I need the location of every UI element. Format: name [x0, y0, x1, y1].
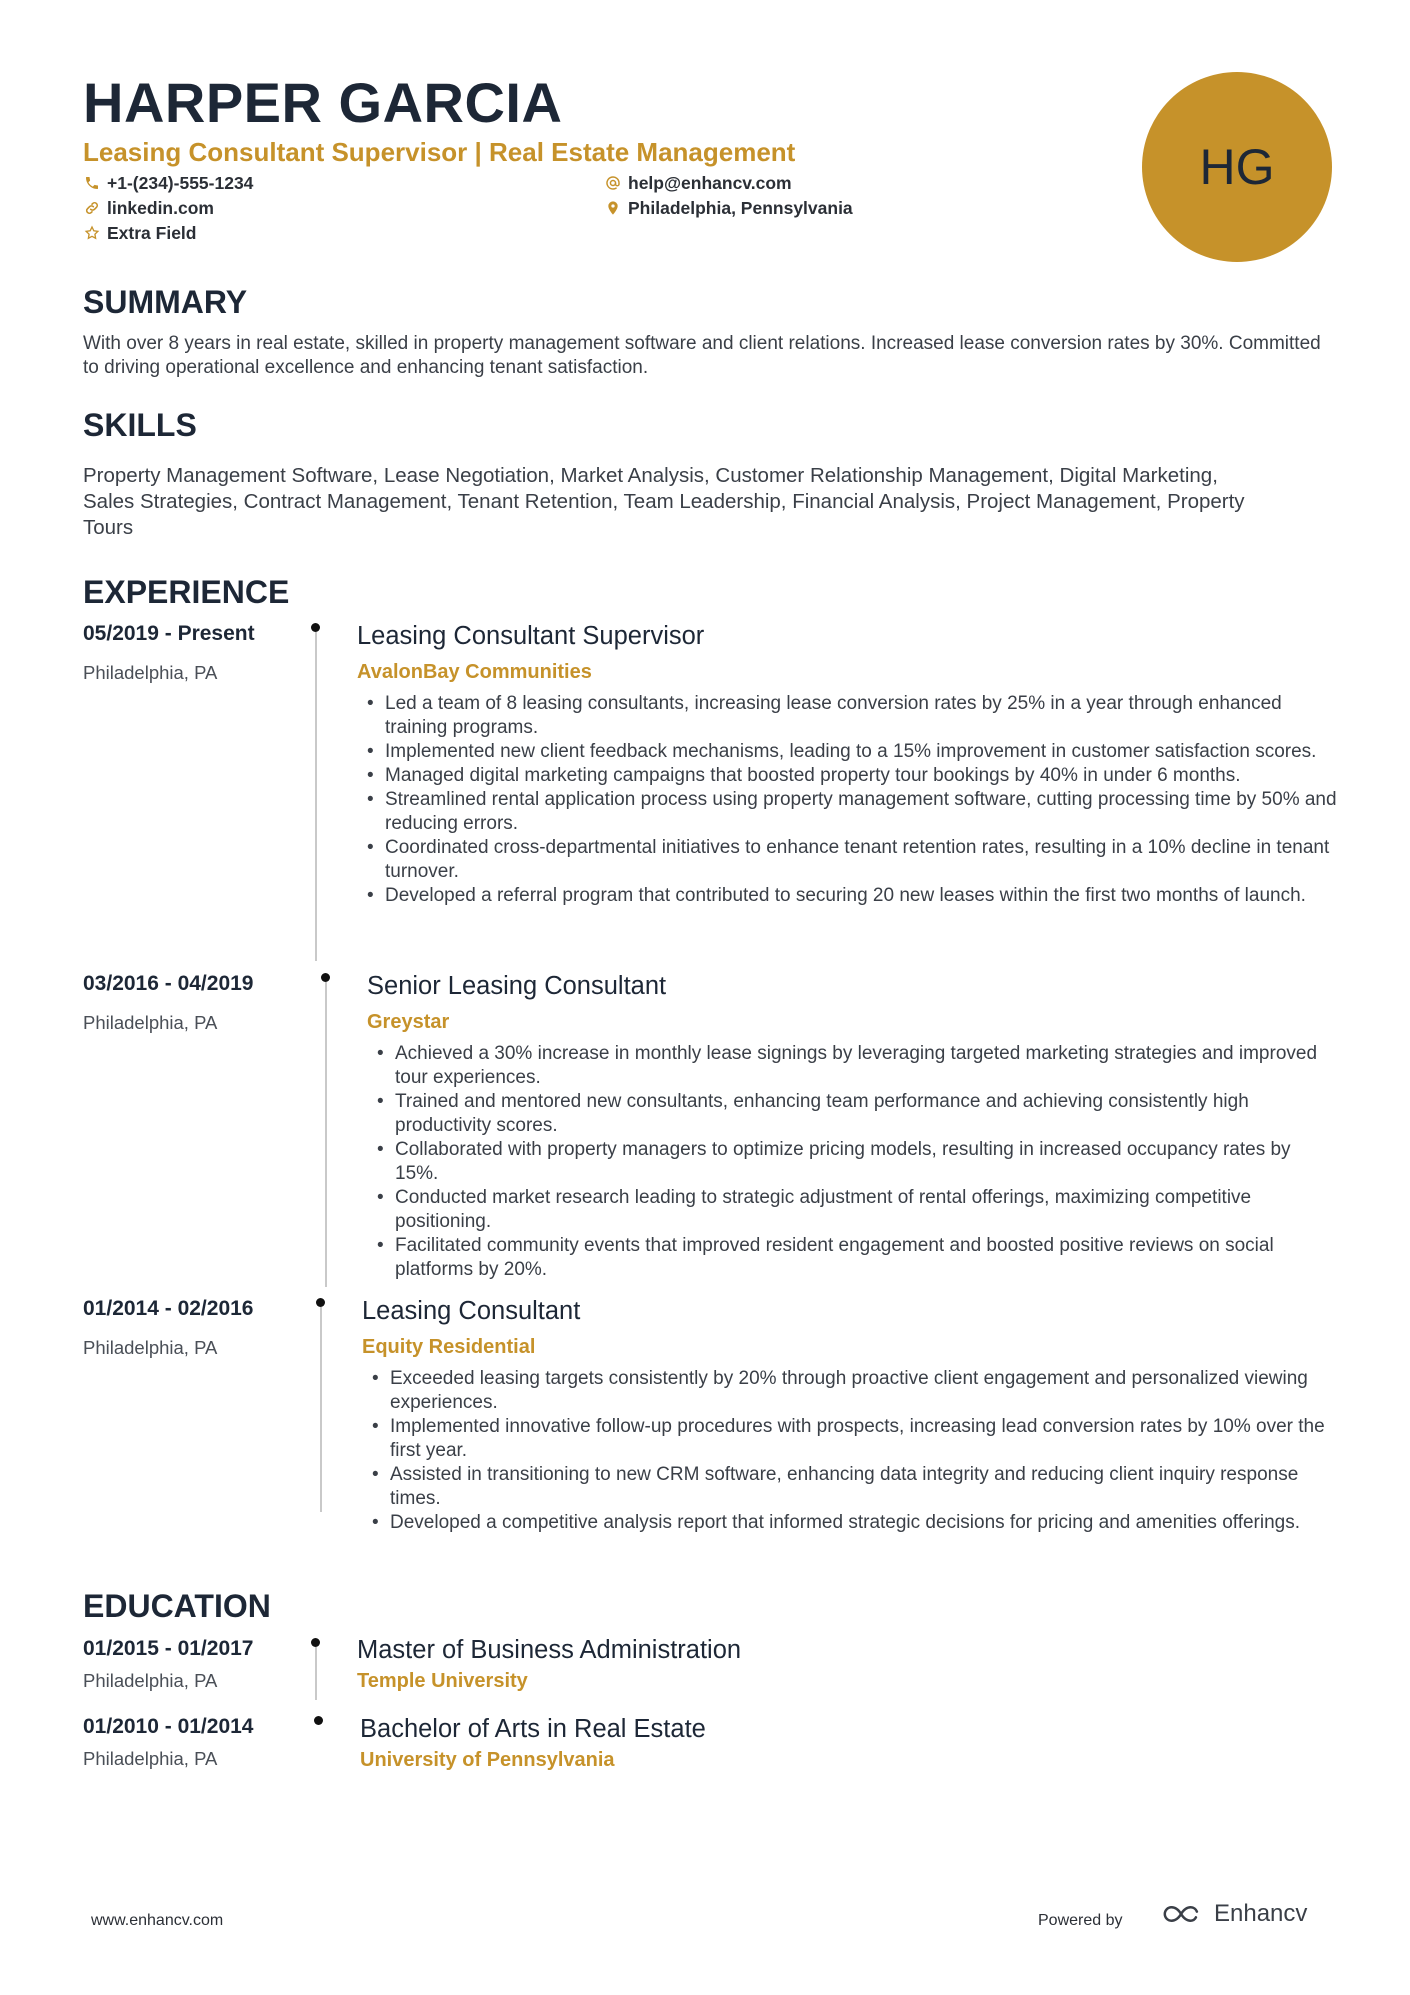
contact-phone — [83, 172, 253, 194]
list-item: • Conducted market research leading to strategic adjustment of rental offerings, maximizing competitive positioning. — [373, 1186, 1328, 1234]
timeline-line — [325, 982, 327, 1287]
summary-text: With over 8 years in real estate, skilled in property management software and client relations. Increased lease conversion rates by 30%. Committed to driving operational excellence and enhancing tenant satisfaction. — [83, 333, 1321, 378]
job-location: Philadelphia, PA — [83, 1337, 218, 1358]
list-item: • Coordinated cross-departmental initiatives to enhance tenant retention rates, resulting in a 10% decline in tenant turnover. — [363, 836, 1348, 884]
job-dates: 03/2016 - 04/2019 — [83, 972, 254, 995]
map-pin-icon — [604, 199, 622, 217]
job-bullets — [363, 692, 1348, 908]
avatar-initials: HG — [1199, 139, 1275, 195]
link-icon — [83, 199, 101, 217]
job-dates: 05/2019 - Present — [83, 622, 255, 645]
list-item: • Developed a referral program that contributed to securing 20 new leases within the first two months of launch. — [363, 884, 1348, 908]
education-school: Temple University — [357, 1670, 528, 1692]
contact-extra — [83, 222, 196, 244]
skills-heading: SKILLS — [83, 407, 197, 443]
timeline-line — [315, 632, 317, 961]
list-item: • Assisted in transitioning to new CRM software, enhancing data integrity and reducing client inquiry response times. — [368, 1463, 1348, 1511]
timeline-dot — [316, 1298, 325, 1307]
job-location: Philadelphia, PA — [83, 662, 218, 683]
timeline-dot — [311, 1638, 320, 1647]
at-icon — [604, 174, 622, 192]
timeline-line — [320, 1307, 322, 1512]
list-item: • Implemented innovative follow-up procedures with prospects, increasing lead conversion rates by 10% over the first year. — [368, 1415, 1348, 1463]
extra-text: Extra Field — [107, 223, 197, 243]
list-item: • Streamlined rental application process using property management software, cutting processing time by 50% and reducing errors. — [363, 788, 1348, 836]
timeline-line — [315, 1647, 317, 1700]
brand-logo[interactable] — [1160, 1900, 1307, 1928]
list-item: • Exceeded leasing targets consistently by 20% through proactive client engagement and personalized viewing experiences. — [368, 1367, 1348, 1415]
list-item: • Achieved a 30% increase in monthly lease signings by leveraging targeted marketing strategies and improved tour experiences. — [373, 1042, 1328, 1090]
education-school: University of Pennsylvania — [360, 1749, 615, 1771]
education-location: Philadelphia, PA — [83, 1670, 218, 1691]
education-degree: Master of Business Administration — [357, 1636, 742, 1664]
skills-text: Property Management Software, Lease Negotiation, Market Analysis, Customer Relationship Management, Digital Marketing, Sales Strategies, Contract Management, Tenant Retention, Team Leadership, Financial Analysis, Project Management, Property Tours — [83, 464, 1245, 539]
candidate-name: HARPER GARCIA — [83, 71, 563, 134]
location-text: Philadelphia, Pennsylvania — [628, 198, 853, 218]
list-item: • Collaborated with property managers to optimize pricing models, resulting in increased occupancy rates by 15%. — [373, 1138, 1328, 1186]
candidate-title: Leasing Consultant Supervisor | Real Estate Management — [83, 137, 796, 167]
education-location: Philadelphia, PA — [83, 1748, 218, 1769]
list-item: • Led a team of 8 leasing consultants, increasing lease conversion rates by 25% in a year through enhanced training programs. — [363, 692, 1348, 740]
phone-text: +1-(234)-555-1234 — [107, 173, 254, 193]
education-degree: Bachelor of Arts in Real Estate — [360, 1715, 706, 1743]
education-dates: 01/2010 - 01/2014 — [83, 1715, 254, 1738]
education-dates: 01/2015 - 01/2017 — [83, 1637, 254, 1660]
job-dates: 01/2014 - 02/2016 — [83, 1297, 254, 1320]
footer-url[interactable]: www.enhancv.com — [91, 1912, 224, 1929]
list-item: • Implemented new client feedback mechanisms, leading to a 15% improvement in customer satisfaction scores. — [363, 740, 1348, 764]
list-item: • Trained and mentored new consultants, enhancing team performance and achieving consistently high productivity scores. — [373, 1090, 1328, 1138]
phone-icon — [83, 174, 101, 192]
contact-email[interactable] — [604, 172, 792, 194]
job-location: Philadelphia, PA — [83, 1012, 218, 1033]
list-item: • Developed a competitive analysis report that informed strategic decisions for pricing and amenities offerings. — [368, 1511, 1348, 1535]
job-bullets — [368, 1367, 1348, 1535]
infinity-logo-icon — [1160, 1902, 1206, 1926]
job-company: Greystar — [367, 1011, 450, 1033]
list-item: • Managed digital marketing campaigns that boosted property tour bookings by 40% in under 6 months. — [363, 764, 1348, 788]
timeline-dot — [314, 1716, 323, 1725]
powered-by-label: Powered by — [1038, 1912, 1123, 1929]
education-heading: EDUCATION — [83, 1588, 271, 1624]
contact-location — [604, 197, 853, 219]
timeline-dot — [311, 623, 320, 632]
job-role: Leasing Consultant — [362, 1297, 581, 1325]
job-bullets — [373, 1042, 1328, 1282]
job-company: Equity Residential — [362, 1336, 536, 1358]
linkedin-text[interactable]: linkedin.com — [107, 198, 214, 218]
list-item: • Facilitated community events that improved resident engagement and boosted positive reviews on social platforms by 20%. — [373, 1234, 1328, 1282]
avatar — [1142, 72, 1332, 262]
email-text[interactable]: help@enhancv.com — [628, 173, 792, 193]
star-icon — [83, 224, 101, 242]
summary-heading: SUMMARY — [83, 284, 248, 320]
contact-linkedin[interactable] — [83, 197, 214, 219]
job-role: Senior Leasing Consultant — [367, 972, 667, 1000]
timeline-dot — [321, 973, 330, 982]
brand-name: Enhancv — [1214, 1900, 1308, 1927]
experience-heading: EXPERIENCE — [83, 574, 290, 610]
job-company: AvalonBay Communities — [357, 661, 592, 683]
job-role: Leasing Consultant Supervisor — [357, 622, 705, 650]
